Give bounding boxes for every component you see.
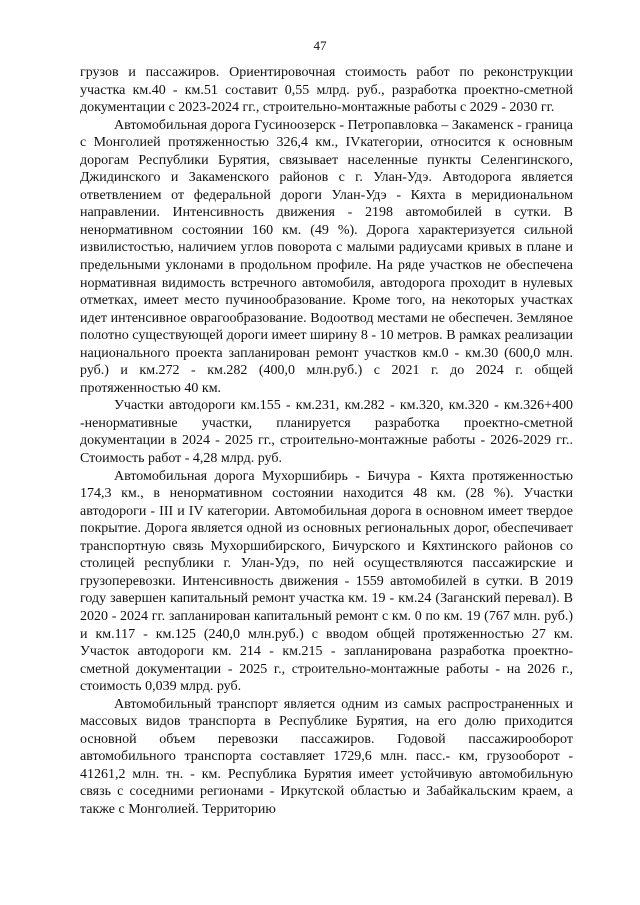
document-body bbox=[80, 64, 573, 819]
paragraph-road-transport: Автомобильный транспорт является одним из самых распространенных и массовых видов транспорта в Республике Бурятия, на его долю приходится основной объем перевозки пассажиров. Годовой пассажирооборот автомобильного транспорта составляет 1729,6 млн. пасс.- км, грузооборот - 41261,2 млн. тн. - км. Республика Бурятия имеет устойчивую автомобильную связь с соседними регионами - Иркутской областью и Забайкальским краем, а также с Монголией. Территорию bbox=[80, 696, 573, 817]
paragraph-road-sections: Участки автодороги км.155 - км.231, км.282 - км.320, км.320 - км.326+400 -ненормативные участки, планируется разработка проектно-сметной документации в 2024 - 2025 гг., строительно-монтажные работы - 2026-2029 гг.. Стоимость работ - 4,28 млрд. руб. bbox=[80, 398, 573, 467]
paragraph-gusinoozersk-road: Автомобильная дорога Гусиноозерск - Петропавловка – Закаменск - граница с Монголией протяженностью 326,4 км., IVкатегории, относится к основным дорогам Республики Бурятия, связывает населенные пункты Селенгинского, Джидинского и Закаменского районов с г. Улан-Удэ. Автодорога является ответвлением от федеральной дороги Улан-Удэ - Кяхта в меридиональном направлении. Интенсивность движения - 2198 автомобилей в сутки. В ненормативном состоянии 160 км. (49 %). Дорога характеризуется сильной извилистостью, наличием углов поворота с малыми радиусами кривых в плане и предельными уклонами в продольном профиле. На ряде участков не обеспечена нормативная видимость встречного автомобиля, автодорога проходит в нулевых отметках, имеет место пучинообразование. Кроме того, на некоторых участках идет интенсивное оврагообразование. Водоотвод местами не обеспечен. Земляное полотно существующей дороги имеет ширину 8 - 10 метров. В рамках реализации национального проекта запланирован ремонт участков км.0 - км.30 (600,0 млн. руб.) и км.272 - км.282 (400,0 млн.руб.) с 2021 г. до 2024 г. общей протяженностью 40 км. bbox=[80, 117, 573, 396]
page-number: 47 bbox=[313, 38, 327, 53]
paragraph-continuation: грузов и пассажиров. Ориентировочная стоимость работ по реконструкции участка км.40 - км.51 составит 0,55 млрд. руб., разработка проектно-сметной документации с 2023-2024 гг., строительно-монтажные работы с 2029 - 2030 гг. bbox=[80, 65, 573, 116]
paragraph-mukhorshibir-road: Автомобильная дорога Мухоршибирь - Бичура - Кяхта протяженностью 174,3 км., в ненормативном состоянии находится 48 км. (28 %). Участки автодороги - III и IV категории. Автомобильная дорога в основном имеет твердое покрытие. Дорога является одной из основных региональных дорог, обеспечивает транспортную связь Мухоршибирского, Бичурского и Кяхтинского районов со столицей республики г. Улан-Удэ, по ней осуществляются пассажирские и грузоперевозки. Интенсивность движения - 1559 автомобилей в сутки. В 2019 году завершен капитальный ремонт участка км. 19 - км.24 (Заганский перевал). В 2020 - 2024 гг. запланирован капитальный ремонт с км. 0 по км. 19 (767 млн. руб.) и км.117 - км.125 (240,0 млн.руб.) с вводом общей протяженностью 27 км. Участок автодороги км. 214 - км.215 - запланирована разработка проектно-сметной документации - 2025 г., строительно-монтажные работы - на 2026 г., стоимость 0,039 млрд. руб. bbox=[80, 468, 573, 695]
